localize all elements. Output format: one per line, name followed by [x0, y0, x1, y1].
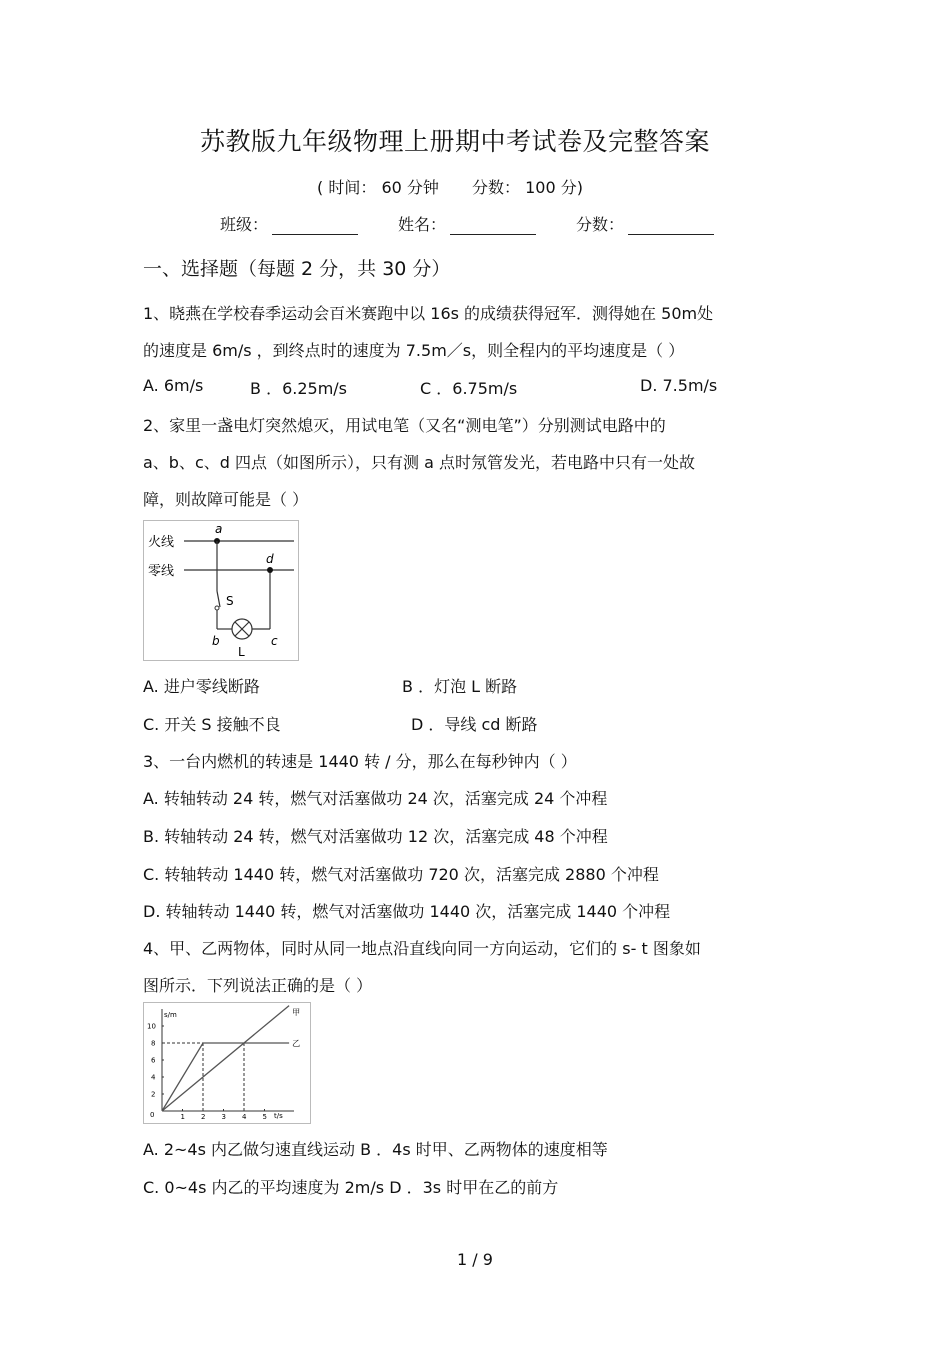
q1-option-a: A. 6m/s	[143, 376, 204, 395]
st-graph	[144, 1003, 310, 1123]
q4-option-cd: C. 0~4s 内乙的平均速度为 2m/s D ．3s 时甲在乙的前方	[143, 1178, 559, 1197]
name-label: 姓名：	[398, 215, 447, 234]
y-tick-label-2: 2	[151, 1090, 156, 1099]
switch-label: S	[226, 594, 234, 608]
q1-option-b: B ．6.25m/s	[250, 379, 348, 398]
series-label-0: 甲	[292, 1008, 301, 1017]
q4-option-ab: A. 2~4s 内乙做匀速直线运动 B ．4s 时甲、乙两物体的速度相等	[143, 1140, 608, 1159]
q1-line2: 的速度是 6m/s ，到终点时的速度为 7.5m／s，则全程内的平均速度是（ ）	[143, 341, 685, 360]
y-tick-label-8: 8	[151, 1039, 156, 1048]
score-field	[576, 212, 714, 235]
q4-line1: 4、甲、乙两物体，同时从同一地点沿直线向同一方向运动，它们的 s- t 图象如	[143, 939, 701, 958]
q3-line1: 3、一台内燃机的转速是 1440 转 / 分，那么在每秒钟内（ ）	[143, 752, 577, 771]
section-heading: 一、选择题（每题 2 分，共 30 分）	[143, 258, 451, 280]
class-label: 班级：	[220, 215, 269, 234]
score-label: 分数： 100 分)	[472, 178, 583, 197]
score-blank[interactable]	[628, 216, 714, 235]
circuit-figure	[143, 520, 299, 661]
q1-option-d: D. 7.5m/s	[640, 376, 718, 395]
point-a-label: a	[215, 522, 223, 536]
q4-line2: 图所示．下列说法正确的是（ ）	[143, 976, 373, 995]
class-blank[interactable]	[272, 216, 358, 235]
lamp-label: L	[238, 645, 245, 659]
x-tick-label-5: 5	[262, 1113, 267, 1121]
x-tick-label-2: 2	[201, 1113, 206, 1121]
class-field	[220, 212, 358, 235]
time-label: ( 时间： 60 分钟	[317, 178, 439, 197]
point-b-label: b	[212, 634, 220, 648]
q3-option-b: B. 转轴转动 24 转，燃气对活塞做功 12 次，活塞完成 48 个冲程	[143, 827, 608, 846]
q2-option-d: D ．导线 cd 断路	[411, 715, 538, 734]
switch-s	[217, 591, 220, 607]
q3-option-c: C. 转轴转动 1440 转，燃气对活塞做功 720 次，活塞完成 2880 个冲程	[143, 865, 659, 884]
origin-label: 0	[150, 1111, 155, 1119]
q3-option-a: A. 转轴转动 24 转，燃气对活塞做功 24 次，活塞完成 24 个冲程	[143, 789, 608, 808]
neutral-label: 零线	[148, 564, 175, 579]
score-field-label: 分数：	[576, 215, 625, 234]
q2-option-b: B ．灯泡 L 断路	[402, 677, 518, 696]
q1-line1: 1、晓燕在学校春季运动会百米赛跑中以 16s 的成绩获得冠军．测得她在 50m处	[143, 304, 714, 323]
x-axis-label: t/s	[274, 1112, 283, 1120]
student-info	[220, 212, 754, 235]
x-tick-label-3: 3	[221, 1113, 226, 1121]
point-c-label: c	[271, 634, 278, 648]
y-axis-label: s/m	[164, 1011, 177, 1019]
circuit-diagram	[144, 521, 298, 660]
live-label: 火线	[148, 535, 175, 550]
q2-line3: 障，则故障可能是（ ）	[143, 490, 309, 509]
y-tick-label-4: 4	[151, 1073, 156, 1082]
exam-meta	[0, 175, 900, 198]
series-line-0	[162, 1006, 289, 1111]
st-graph-figure	[143, 1002, 311, 1124]
page-number: 1 / 9	[457, 1250, 493, 1269]
y-tick-label-6: 6	[151, 1056, 156, 1065]
q1-option-c: C ．6.75m/s	[420, 379, 518, 398]
x-tick-label-1: 1	[180, 1113, 185, 1121]
page-title: 苏教版九年级物理上册期中考试卷及完整答案	[199, 127, 710, 156]
series-label-1: 乙	[292, 1039, 301, 1048]
name-field	[398, 212, 536, 235]
q3-option-d: D. 转轴转动 1440 转，燃气对活塞做功 1440 次，活塞完成 1440 个冲程	[143, 902, 671, 921]
name-blank[interactable]	[450, 216, 536, 235]
y-tick-label-10: 10	[147, 1022, 156, 1031]
point-d-label: d	[266, 552, 274, 566]
series-line-1	[162, 1043, 289, 1111]
point-d-dot	[267, 567, 273, 573]
q2-line1: 2、家里一盏电灯突然熄灭，用试电笔（又名“测电笔”）分别测试电路中的	[143, 416, 666, 435]
q2-option-a: A. 进户零线断路	[143, 677, 260, 696]
q2-line2: a、b、c、d 四点（如图所示），只有测 a 点时氖管发光，若电路中只有一处故	[143, 453, 695, 472]
q2-option-c: C. 开关 S 接触不良	[143, 715, 281, 734]
x-tick-label-4: 4	[242, 1113, 247, 1121]
